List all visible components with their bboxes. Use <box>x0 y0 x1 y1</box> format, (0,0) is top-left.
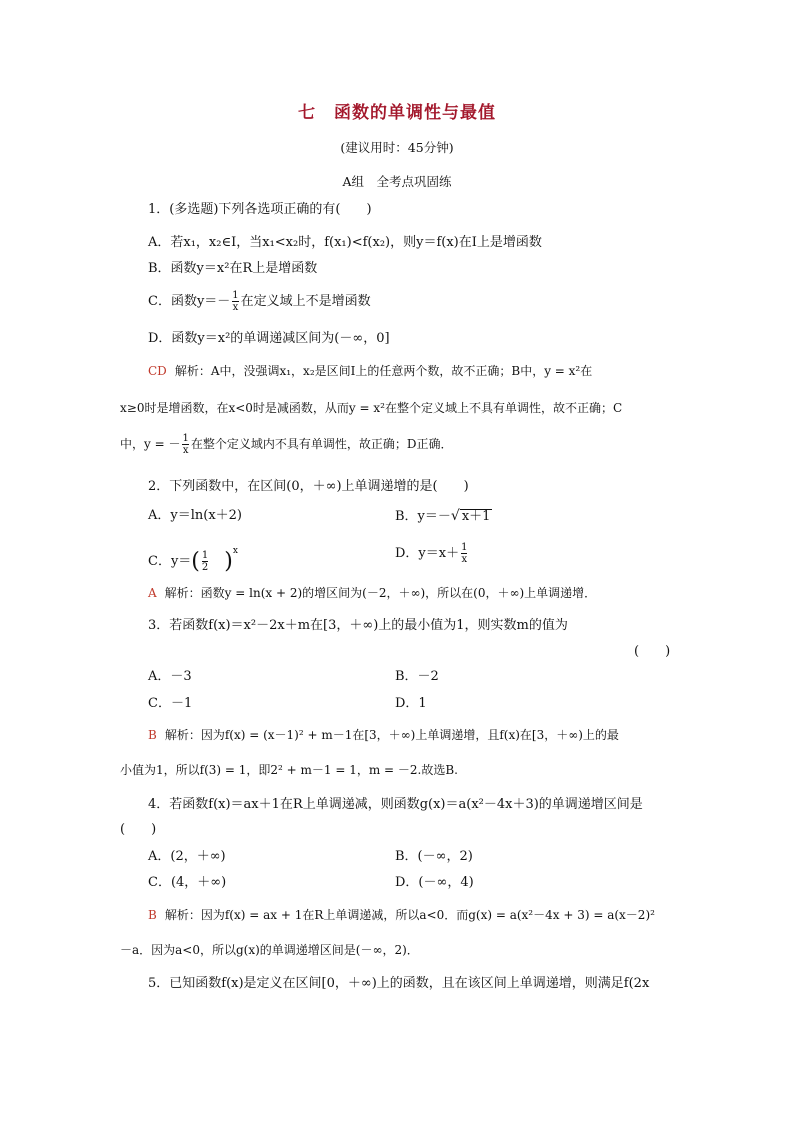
q2-answer: A <box>148 586 157 600</box>
q1-explanation-line1 <box>148 362 592 380</box>
group-heading: A组 全考点巩固练 <box>342 174 452 189</box>
fraction-numerator: 1 <box>461 542 468 553</box>
q1-stem: 1．(多选题)下列各选项正确的有( ) <box>148 202 372 217</box>
q3-option-b: B．－2 <box>395 669 439 684</box>
fraction <box>182 433 188 456</box>
q4-explanation-line1 <box>148 906 655 924</box>
q1-explanation-line3 <box>120 433 452 456</box>
q4-answer: B <box>148 908 157 922</box>
radical-sign: √ <box>450 508 460 524</box>
fraction-denominator: 2 <box>201 562 209 573</box>
fraction-denominator: x <box>232 302 239 313</box>
q4-option-c: C．(4，＋∞) <box>148 875 227 890</box>
q4-option-d: D．(－∞，4) <box>395 875 474 890</box>
q1-option-b: B．函数y＝x²在R上是增函数 <box>148 261 318 276</box>
q4-explanation-text: 解析：因为f(x) = ax + 1在R上单调递减，所以a<0．而g(x) = a(x²－4x + 3) = a(x－2)² <box>164 908 655 922</box>
fraction <box>202 550 208 573</box>
q2-option-d-prefix: D．y＝x＋ <box>395 546 460 561</box>
q3-option-a: A．－3 <box>148 669 192 684</box>
page-title: 七 函数的单调性与最值 <box>298 103 496 123</box>
q1-explanation-text: 解析：A中，没强调x₁，x₂是区间I上的任意两个数，故不正确；B中，y = x²在 <box>174 364 593 378</box>
q4-stem: 4．若函数f(x)＝ax＋1在R上单调递减，则函数g(x)＝a(x²－4x＋3)的单调递增区间是 <box>148 797 643 812</box>
q3-answer: B <box>148 728 157 742</box>
q4-option-a: A．(2，＋∞) <box>148 849 226 864</box>
q2-option-b-prefix: B．y＝－ <box>395 509 451 524</box>
q3-answer-paren: ( ) <box>634 644 671 659</box>
fraction-denominator: x <box>461 554 468 565</box>
q1-option-c <box>148 290 371 313</box>
q2-stem: 2．下列函数中，在区间(0，＋∞)上单调递增的是( ) <box>148 479 469 494</box>
q2-explanation-text: 解析：函数y = ln(x + 2)的增区间为(－2，＋∞)，所以在(0，＋∞)上单调递增． <box>164 586 597 600</box>
q1-option-a: A．若x₁，x₂∈I，当x₁<x₂时，f(x₁)<f(x₂)，则y＝f(x)在I上是增函数 <box>148 235 542 250</box>
q4-answer-paren: ( ) <box>120 822 157 837</box>
q4-option-b: B．(－∞，2) <box>395 849 473 864</box>
fraction <box>232 290 238 313</box>
q1-answer: CD <box>148 364 167 378</box>
q2-option-c-prefix: C．y＝ <box>148 554 192 569</box>
q5-stem: 5．已知函数f(x)是定义在区间[0，＋∞)上的函数，且在该区间上单调递增，则满足f(2x <box>148 976 650 991</box>
q1-option-c-prefix: C．函数y＝－ <box>148 294 231 309</box>
fraction-numerator: 1 <box>182 433 189 444</box>
q3-stem: 3．若函数f(x)＝x²－2x＋m在[3，＋∞)上的最小值为1，则实数m的值为 <box>148 618 568 633</box>
q2-option-d <box>395 542 469 565</box>
q2-explanation <box>148 584 596 602</box>
q3-option-d: D．1 <box>395 696 427 711</box>
fraction-numerator: 1 <box>232 290 239 301</box>
q3-option-c: C．－1 <box>148 696 193 711</box>
exponent: x <box>232 546 238 556</box>
q1-option-d: D．函数y＝x²的单调递减区间为(－∞，0] <box>148 331 390 346</box>
q2-option-c <box>148 542 238 573</box>
q1-exp3-prefix: 中，y = － <box>120 437 181 451</box>
q3-explanation-line2: 小值为1，所以f(3) = 1，即2² + m－1 = 1，m = －2.故选B. <box>120 763 458 777</box>
fraction-denominator: x <box>182 445 189 456</box>
right-paren: ) <box>224 548 233 574</box>
q3-explanation-text: 解析：因为f(x) = (x－1)² + m－1在[3，＋∞)上单调递增，且f(x)在[3，＋∞)上的最 <box>164 728 619 742</box>
fraction <box>461 542 467 565</box>
q3-explanation-line1 <box>148 726 619 744</box>
q2-option-b <box>395 507 492 526</box>
time-suggestion: (建议用时：45分钟) <box>340 140 454 155</box>
left-paren: ( <box>191 548 200 574</box>
radicand: x＋1 <box>461 509 491 524</box>
fraction-numerator: 1 <box>201 550 209 561</box>
q2-option-a: A．y＝ln(x＋2) <box>148 508 243 523</box>
q1-explanation-line2: x≥0时是增函数，在x<0时是减函数，从而y = x²在整个定义域上不具有单调性，故不正确；C <box>120 401 623 415</box>
q1-option-c-suffix: 在定义域上不是增函数 <box>240 294 371 309</box>
q1-exp3-suffix: 在整个定义域内不具有单调性，故正确；D正确． <box>190 437 453 451</box>
q4-explanation-line2: －a．因为a<0，所以g(x)的单调递增区间是(－∞，2)． <box>120 943 419 957</box>
